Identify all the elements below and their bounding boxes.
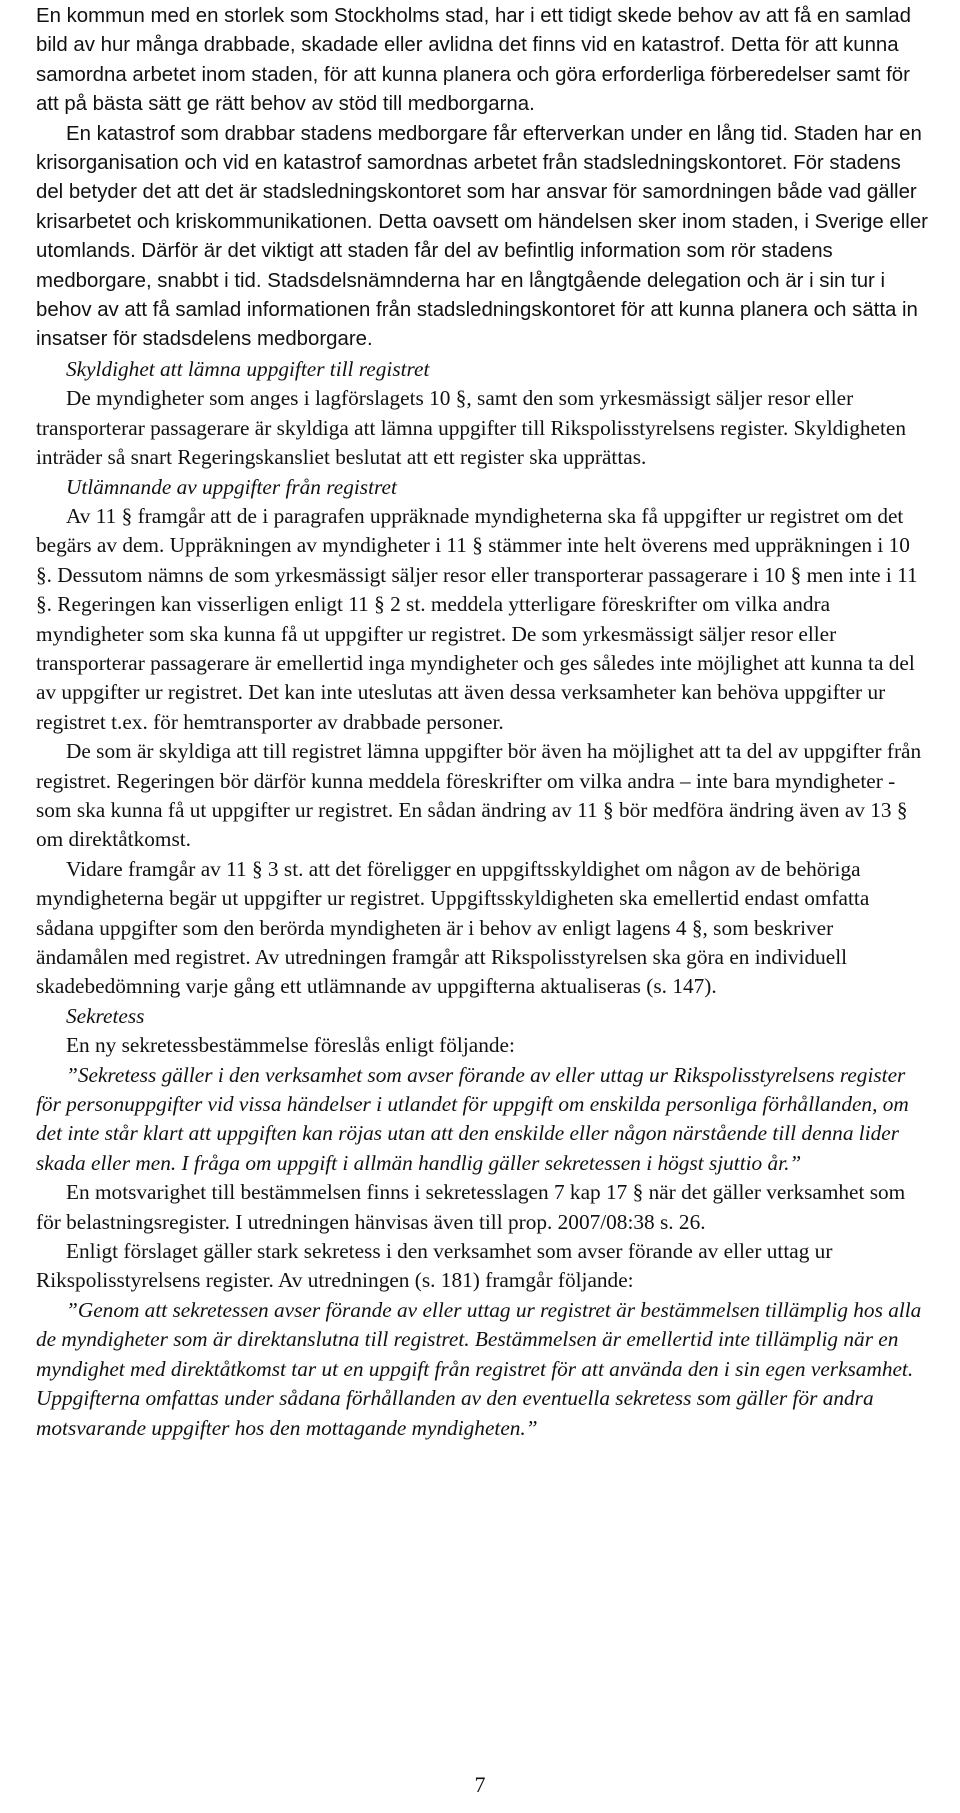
paragraph-secrecy-intro: En ny sekretessbestämmelse föreslås enligt följande: [66, 1033, 515, 1058]
paragraph-disclosure: Av 11 § framgår att de i paragrafen uppräknade myndigheterna ska få uppgifter ur registret om det begärs av dem. Uppräkningen av myndigheter i 11 § stämmer inte helt överens med uppräkningen i 10 §. Dessutom nämns de som yrkesmässigt säljer resor eller transporterar passagerare i 10 § men inte i 11 §. Regeringen kan visserligen enligt 11 § 2 st. meddela ytterligare föreskrifter om vilka andra myndigheter som ska kunna få ut uppgifter ur registret. De som yrkesmässigt säljer resor eller transporterar passagerare är emellertid inga myndigheter och ges således inte möjlighet att kunna ta del av uppgifter ur registret. Det kan inte uteslutas att även dessa verksamheter kan behöva uppgifter ur registret t.ex. för hemtransporter av drabbade personer. [36, 503, 918, 734]
document-page [36, 2, 928, 1443]
paragraph-secrecy-equivalent: En motsvarighet till bestämmelsen finns i sekretesslagen 7 kap 17 § när det gäller verksamhet som för belastningsregister. I utredningen hänvisas även till prop. 2007/08:38 s. 26. [36, 1180, 906, 1234]
page-number: 7 [474, 1772, 486, 1797]
paragraph-reporting-duty: De myndigheter som anges i lagförslagets 10 §, samt den som yrkesmässigt säljer resor eller transporterar passagerare är skyldiga att lämna uppgifter till Rikspolisstyrelsens register. Skyldigheten inträder så snart Regeringskansliet beslutat att ett register ska upprättas. [36, 386, 906, 470]
section-heading-disclosure: Utlämnande av uppgifter från registret [66, 474, 397, 499]
section-heading-secrecy: Sekretess [66, 1003, 145, 1028]
quote-secrecy-provision: ”Sekretess gäller i den verksamhet som avser förande av eller uttag ur Rikspolisstyrelsens register för personuppgifter vid vissa händelser i utlandet för uppgift om enskilda personliga förhållanden, om det inte står klart att uppgiften kan röjas utan att den enskilde eller någon närstående till denna lider skada eller men. I fråga om uppgift i allmän handlig gäller sekretessen i högst sjuttio år.” [36, 1062, 909, 1175]
paragraph-intro: En kommun med en storlek som Stockholms stad, har i ett tidigt skede behov av att få en samlad bild av hur många drabbade, skadade eller avlidna det finns vid en katastrof. Detta för att kunna samordna arbetet inom staden, för att kunna planera och göra erforderliga förberedelser samt för att på bästa sätt ge rätt behov av stöd till medborgarna. [36, 5, 911, 116]
paragraph-crisis-organisation: En katastrof som drabbar stadens medborgare får efterverkan under en lång tid. Staden har en krisorganisation och vid en katastrof samordnas arbetet från stadsledningskontoret. För stadens del betyder det att det är stadsledningskontoret som har ansvar för samordningen både vad gäller krisarbetet och kriskommunikationen. Detta oavsett om händelsen sker inom staden, i Sverige eller utomlands. Därför är det viktigt att staden får del av befintlig information som rör stadens medborgare, snabbt i tid. Stadsdelsnämnderna har en långtgående delegation och är i sin tur i behov av att få samlad informationen från stadsledningskontoret för att kunna planera och sätta in insatser för stadsdelens medborgare. [36, 122, 928, 351]
section-heading-reporting-duty: Skyldighet att lämna uppgifter till registret [66, 356, 430, 381]
paragraph-disclosure-duty: Vidare framgår av 11 § 3 st. att det föreligger en uppgiftsskyldighet om någon av de behöriga myndigheterna begär ut uppgifter ur registret. Uppgiftsskyldigheten ska emellertid endast omfatta sådana uppgifter som den berörda myndigheten är i behov av enligt lagens 4 §, som beskriver ändamålen med registret. Av utredningen framgår att Rikspolisstyrelsen ska göra en individuell skadebedömning varje gång ett utlämnande av uppgifterna aktualiseras (s. 147). [36, 856, 870, 999]
paragraph-disclosure-proposal: De som är skyldiga att till registret lämna uppgifter bör även ha möjlighet att ta del av uppgifter från registret. Regeringen bör därför kunna meddela föreskrifter om vilka andra – inte bara myndigheter - som ska kunna få ut uppgifter ur registret. En sådan ändring av 11 § bör medföra ändring även av 13 § om direktåtkomst. [36, 739, 922, 852]
paragraph-strong-secrecy: Enligt förslaget gäller stark sekretess i den verksamhet som avser förande av eller uttag ur Rikspolisstyrelsens register. Av utredningen (s. 181) framgår följande: [36, 1239, 833, 1293]
quote-investigation: ”Genom att sekretessen avser förande av eller uttag ur registret är bestämmelsen tillämplig hos alla de myndigheter som är direktanslutna till registret. Bestämmelsen är emellertid inte tillämplig när en myndighet med direktåtkomst tar ut en uppgift från registret för att använda den i sin egen verksamhet. Uppgifterna omfattas under sådana förhållanden av den eventuella sekretess som gäller för andra motsvarande uppgifter hos den mottagande myndigheten.” [36, 1297, 922, 1440]
